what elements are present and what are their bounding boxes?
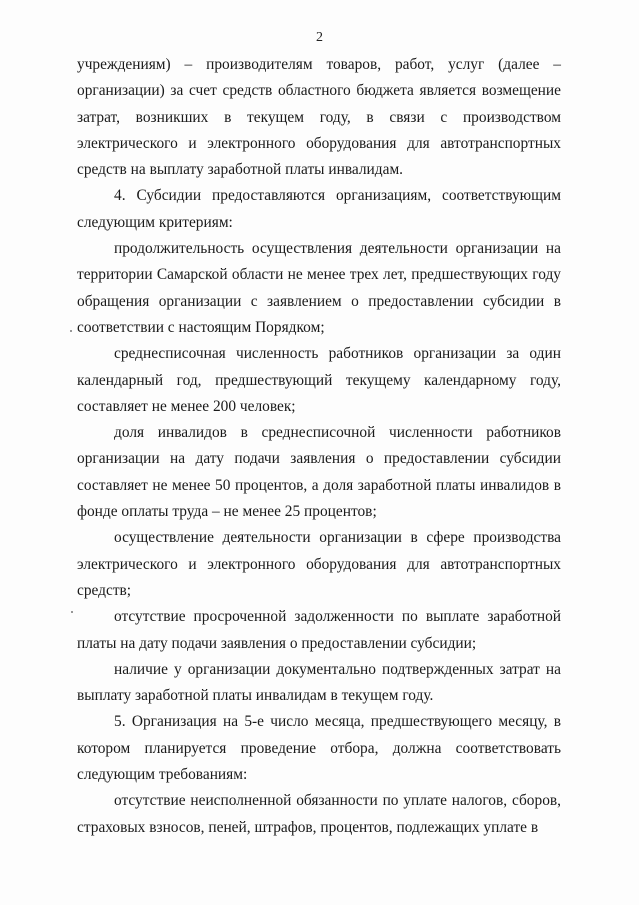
- page-number: 2: [316, 30, 323, 45]
- scan-speck: [71, 611, 73, 613]
- requirement-no-tax-debt: отсутствие неисполненной обязанности по уплате налогов, сборов, страховых взносов, пеней, штрафов, процентов, подлежащих уплате в: [77, 792, 561, 836]
- criterion-duration: продолжительность осуществления деятельности организации на территории Самарской области не менее трех лет, предшествующих году обращения организации с заявлением о предоставлении субсидии в соответствии с настоящим Порядком;: [77, 240, 561, 336]
- document-body: [77, 52, 561, 841]
- scan-speck: [70, 330, 72, 332]
- paragraph-item-5: 5. Организация на 5-е число месяца, предшествующего месяцу, в котором планируется проведение отбора, должна соответствовать следующим требованиям:: [77, 713, 561, 784]
- criterion-documented-costs: наличие у организации документально подтвержденных затрат на выплату заработной платы инвалидам в текущем году.: [77, 660, 561, 705]
- criterion-headcount: среднесписочная численность работников организации за один календарный год, предшествующий текущему календарному году, составляет не менее 200 человек;: [77, 345, 561, 415]
- criterion-disabled-share: доля инвалидов в среднесписочной численности работников организации на дату подачи заявления о предоставлении субсидии составляет не менее 50 процентов, а доля заработной платы инвалидов в фонде оплаты труда – не менее 25 процентов;: [77, 424, 561, 521]
- paragraph-item-4: 4. Субсидии предоставляются организациям, соответствующим следующим критериям:: [77, 187, 561, 231]
- paragraph-continuation: учреждениям) – производителям товаров, работ, услуг (далее – организации) за счет средств областного бюджета является возмещение затрат, возникших в текущем году, в связи с производством электрического и электронного оборудования для автотранспортных средств на выплату заработной платы инвалидам.: [77, 56, 561, 179]
- criterion-activity: осуществление деятельности организации в сфере производства электрического и электронного оборудования для автотранспортных средств;: [77, 529, 561, 599]
- criterion-no-wage-debt: отсутствие просроченной задолженности по выплате заработной платы на дату подачи заявления о предоставлении субсидии;: [77, 608, 561, 652]
